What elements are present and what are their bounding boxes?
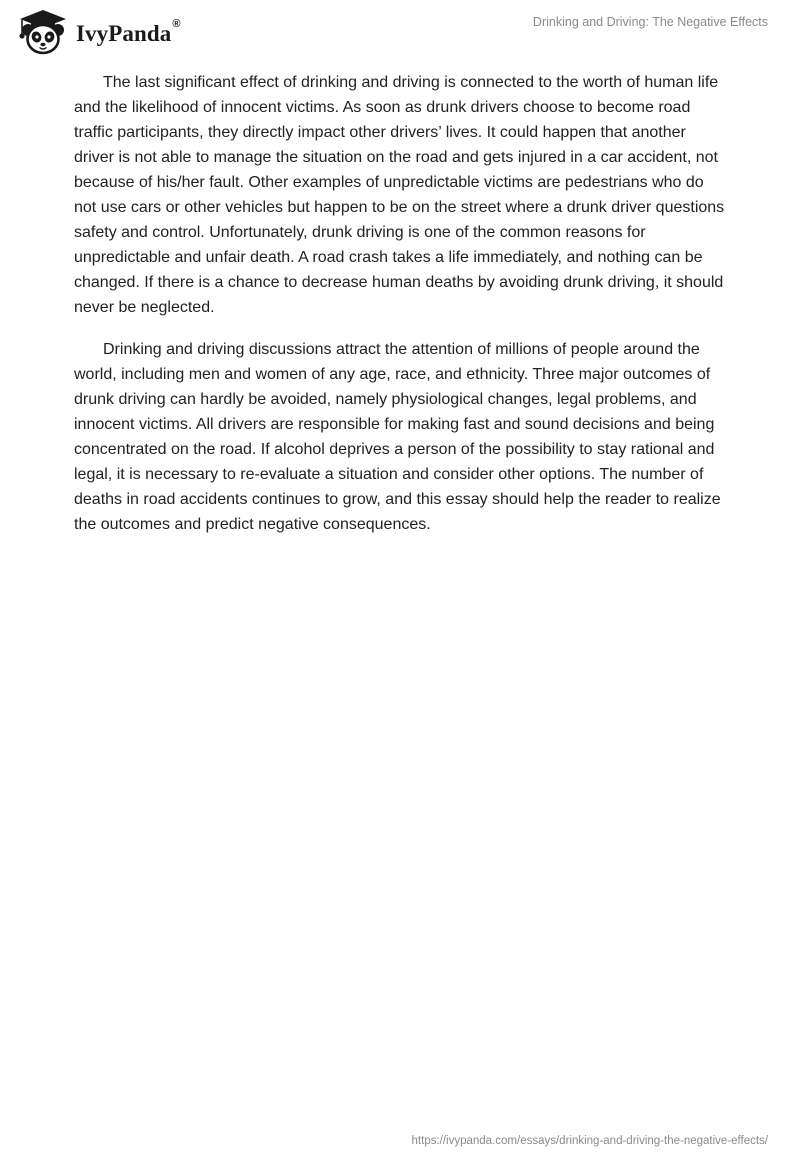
- paragraph-2: Drinking and driving discussions attract the attention of millions of people around the world, including men and women of any age, race, and ethnicity. Three major outcomes of drunk driving can hardly be avoided, namely physiological changes, legal problems, and innocent victims. All drivers are responsible for making fast and sound decisions and being concentrated on the road. If alcohol deprives a person of the possibility to stay rational and legal, it is necessary to re-evaluate a situation and consider other options. The number of deaths in road accidents continues to grow, and this essay should help the reader to realize the outcomes and predict negative consequences.: [74, 341, 721, 533]
- document-title: Drinking and Driving: The Negative Effects: [532, 15, 768, 29]
- logo-wordmark: IvyPanda®: [76, 18, 181, 46]
- registered-mark: ®: [172, 18, 181, 30]
- panda-graduate-icon: [14, 8, 72, 56]
- source-url-link[interactable]: https://ivypanda.com/essays/drinking-and-driving-the-negative-effects/: [411, 1135, 768, 1147]
- essay-body: [74, 70, 730, 554]
- paragraph-1: The last significant effect of drinking and driving is connected to the worth of human life and the likelihood of innocent victims. As soon as drunk drivers choose to become road traffic participants, they directly impact other drivers’ lives. It could happen that another driver is not able to manage the situation on the road and gets injured in a car accident, not because of his/her fault. Other examples of unpredictable victims are pedestrians who do not use cars or other vehicles but happen to be on the street where a drunk driver questions safety and control. Unfortunately, drunk driving is one of the common reasons for unpredictable and unfair death. A road crash takes a life immediately, and nothing can be changed. If there is a chance to decrease human deaths by avoiding drunk driving, it should never be neglected.: [74, 74, 725, 316]
- ivypanda-logo[interactable]: [14, 8, 181, 56]
